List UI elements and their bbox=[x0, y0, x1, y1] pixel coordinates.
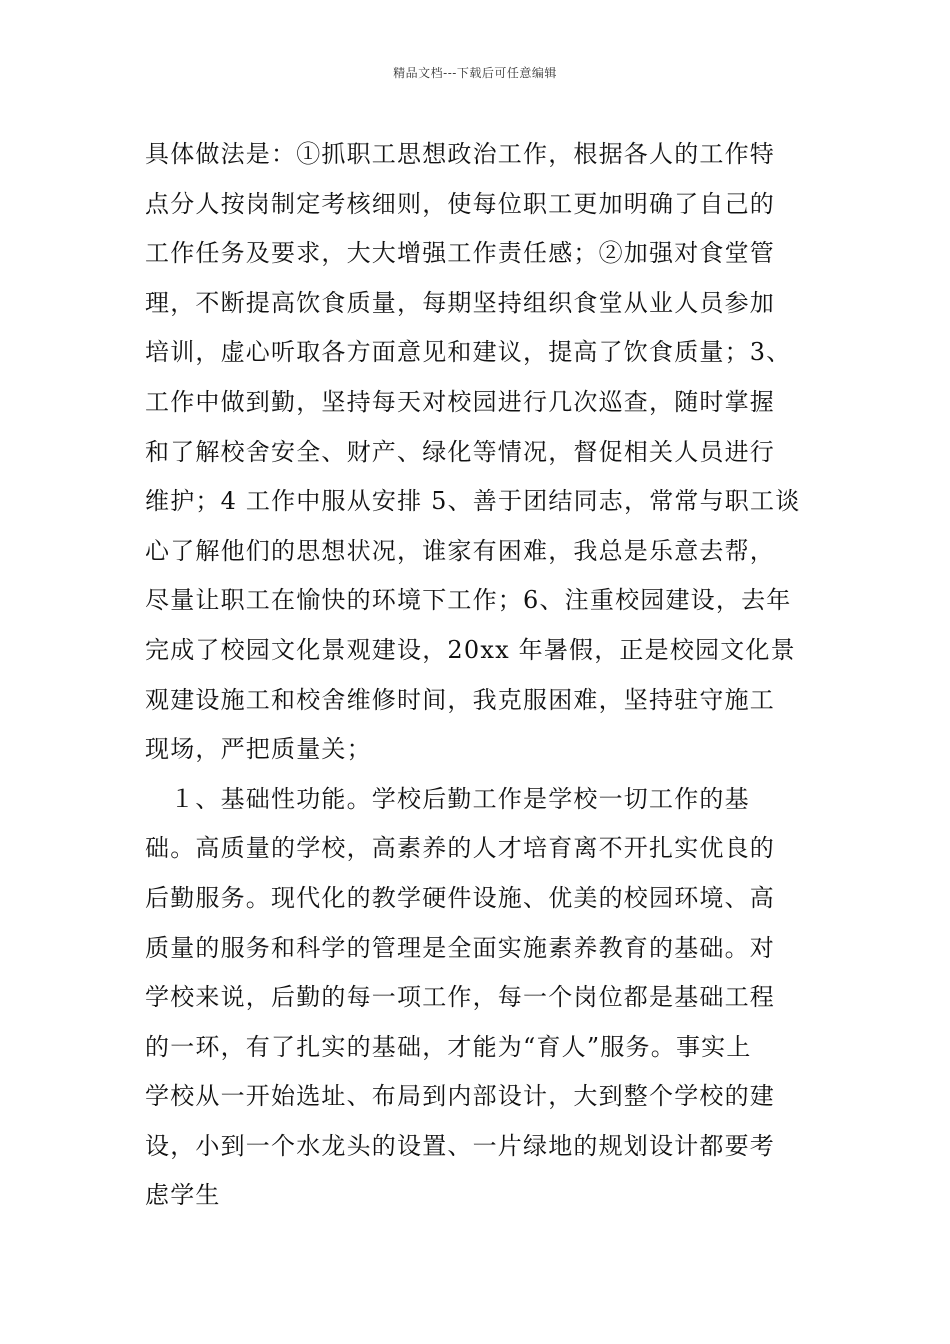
paragraph-2 bbox=[145, 775, 815, 1221]
text-line: １、基础性功能。学校后勤工作是学校一切工作的基 bbox=[145, 784, 750, 813]
text-line: 后勤服务。现代化的教学硬件设施、优美的校园环境、高 bbox=[145, 883, 775, 912]
text-line: 观建设施工和校舍维修时间，我克服困难，坚持驻守施工 bbox=[145, 685, 775, 714]
text-line: 的一环，有了扎实的基础，才能为“育人”服务。事实上 bbox=[145, 1032, 752, 1061]
text-line: 现场，严把质量关； bbox=[145, 735, 372, 764]
page-header: 精品文档---下载后可任意编辑 bbox=[393, 66, 557, 80]
text-line: 工作任务及要求，大大增强工作责任感；②加强对食堂管 bbox=[145, 239, 775, 268]
text-line: 点分人按岗制定考核细则，使每位职工更加明确了自己的 bbox=[145, 189, 775, 218]
text-line: 础。高质量的学校，高素养的人才培育离不开扎实优良的 bbox=[145, 834, 775, 863]
text-line: 和了解校舍安全、财产、绿化等情况，督促相关人员进行 bbox=[145, 437, 775, 466]
text-line: 完成了校园文化景观建设，20xx 年暑假，正是校园文化景 bbox=[145, 635, 796, 664]
text-line: 工作中做到勤，坚持每天对校园进行几次巡查，随时掌握 bbox=[145, 387, 775, 416]
text-line: 学校从一开始选址、布局到内部设计，大到整个学校的建 bbox=[145, 1082, 775, 1111]
text-line: 理，不断提高饮食质量，每期坚持组织食堂从业人员参加 bbox=[145, 288, 775, 317]
text-line: 心了解他们的思想状况，谁家有困难，我总是乐意去帮， bbox=[145, 536, 775, 565]
text-line: 维护；4 工作中服从安排 5、善于团结同志，常常与职工谈 bbox=[145, 487, 801, 516]
text-line: 具体做法是：①抓职工思想政治工作，根据各人的工作特 bbox=[145, 140, 775, 168]
text-line: 尽量让职工在愉快的环境下工作；6、注重校园建设，去年 bbox=[145, 586, 792, 615]
text-line: 虑学生 bbox=[145, 1181, 221, 1210]
paragraph-1 bbox=[145, 130, 815, 775]
text-line: 设，小到一个水龙头的设置、一片绿地的规划设计都要考 bbox=[145, 1131, 775, 1160]
text-line: 质量的服务和科学的管理是全面实施素养教育的基础。对 bbox=[145, 933, 775, 962]
text-line: 学校来说，后勤的每一项工作，每一个岗位都是基础工程 bbox=[145, 983, 775, 1012]
text-line: 培训，虚心听取各方面意见和建议，提高了饮食质量；3、 bbox=[145, 338, 792, 367]
document-body bbox=[145, 130, 815, 1221]
